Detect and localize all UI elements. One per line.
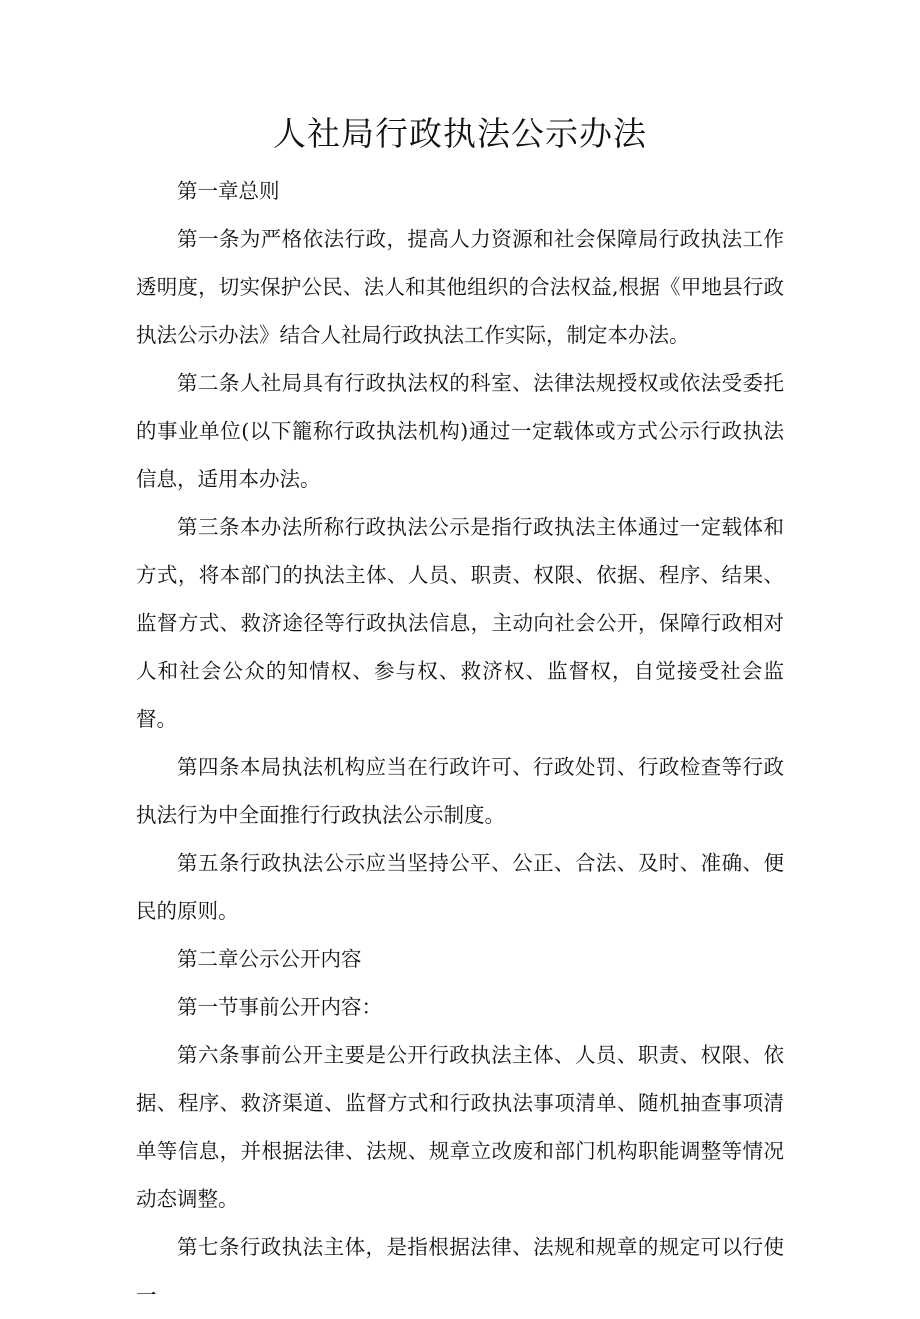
chapter-heading-2: 第二章公示公开内容 — [177, 947, 362, 971]
article-3: 第三条本办法所称行政执法公示是指行政执法主体通过一定载体和方式，将本部门的执法主体、人员、职责、权限、依据、程序、结果、监督方式、救济途径等行政执法信息，主动向社会公开，保障行政相对人和社会公众的知情权、参与权、救济权、监督权，自觉接受社会监督。 — [136, 515, 784, 731]
document-title: 人社局行政执法公示办法 — [273, 114, 647, 153]
article-6: 第六条事前公开主要是公开行政执法主体、人员、职责、权限、依据、程序、救济渠道、监督方式和行政执法事项清单、随机抽查事项清单等信息，并根据法律、法规、规章立改废和部门机构职能调整等情况动态调整。 — [136, 1043, 784, 1211]
article-5: 第五条行政执法公示应当坚持公平、公正、合法、及时、准确、便民的原则。 — [136, 851, 784, 923]
section-heading-1: 第一节事前公开内容： — [177, 995, 382, 1019]
article-7: 第七条行政执法主体，是指根据法律、法规和规章的规定可以行使一 — [136, 1235, 784, 1307]
article-1: 第一条为严格依法行政，提高人力资源和社会保障局行政执法工作透明度，切实保护公民、法人和其他组织的合法权益,根据《甲地县行政执法公示办法》结合人社局行政执法工作实际，制定本办法。 — [136, 227, 784, 347]
article-4: 第四条本局执法机构应当在行政许可、行政处罚、行政检查等行政执法行为中全面推行行政执法公示制度。 — [136, 755, 784, 827]
chapter-heading-1: 第一章总则 — [177, 179, 280, 203]
article-2: 第二条人社局具有行政执法权的科室、法律法规授权或依法受委托的事业单位(以下籠称行政执法机构)通过一定载体或方式公示行政执法信息，适用本办法。 — [136, 371, 784, 491]
document-body — [136, 167, 784, 1319]
